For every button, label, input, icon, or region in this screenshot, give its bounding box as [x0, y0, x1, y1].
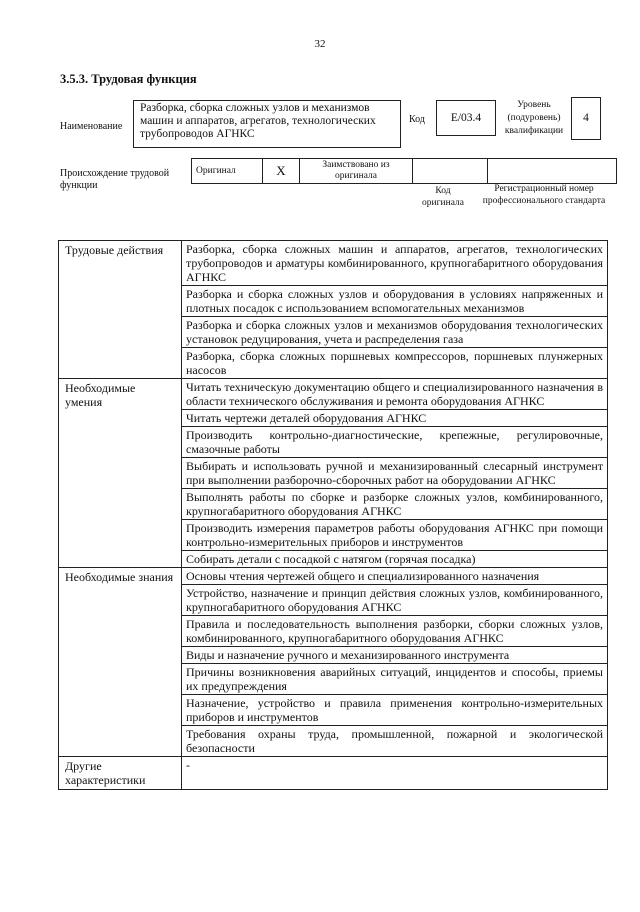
reg-number-label: Регистрационный номер профессионального стандарта [482, 184, 606, 206]
level-label: Уровень (подуровень) квалификации [504, 100, 564, 136]
table-row [59, 241, 608, 286]
original-label: Оригинал [192, 159, 263, 184]
code-original-cell [413, 159, 488, 184]
level-value: 4 [571, 97, 601, 140]
section-item: Собирать детали с посадкой с натягом (горячая посадка) [182, 551, 608, 568]
original-mark: X [263, 159, 300, 184]
section-heading: Необходимые умения [59, 379, 182, 568]
origin-label: Происхождение трудовой функции [60, 168, 170, 191]
reg-number-cell [488, 159, 617, 184]
section-item: Виды и назначение ручного и механизированного инструмента [182, 647, 608, 664]
section-item: Разборка и сборка сложных узлов и механизмов оборудования технологических установок редуцирования, учета и распределения газа [182, 317, 608, 348]
section-item: Разборка и сборка сложных узлов и оборудования в условиях напряженных и плотных посадок с использованием вспомогательных механизмов [182, 286, 608, 317]
section-item: Требования охраны труда, промышленной, пожарной и экологической безопасности [182, 726, 608, 757]
section-item: Выбирать и использовать ручной и механизированный слесарный инструмент при выполнении разборочно-сборочных работ на оборудовании АГНКС [182, 458, 608, 489]
section-item: Выполнять работы по сборке и разборке сложных узлов, комбинированного, крупногабаритного оборудования АГНКС [182, 489, 608, 520]
section-item: - [182, 757, 608, 790]
section-item: Разборка, сборка сложных поршневых компрессоров, поршневых плунжерных насосов [182, 348, 608, 379]
section-item: Назначение, устройство и правила применения контрольно-измерительных приборов и инструментов [182, 695, 608, 726]
section-heading: Другие характеристики [59, 757, 182, 790]
section-title: 3.5.3. Трудовая функция [60, 72, 197, 86]
section-item: Правила и последовательность выполнения разборки, сборки сложных узлов, комбинированного, крупногабаритного оборудования АГНКС [182, 616, 608, 647]
name-label: Наименование [60, 121, 123, 132]
section-item: Разборка, сборка сложных машин и аппаратов, агрегатов, технологических трубопроводов и арматуры комбинированного, крупногабаритного оборудования АГНКС [182, 241, 608, 286]
table-row [59, 568, 608, 585]
code-label: Код [409, 114, 425, 125]
section-heading: Трудовые действия [59, 241, 182, 379]
code-original-label: Код оригинала [422, 186, 464, 208]
section-item: Причины возникновения аварийных ситуаций, инцидентов и способы, приемы их предупреждения [182, 664, 608, 695]
section-item: Производить контрольно-диагностические, крепежные, регулировочные, смазочные работы [182, 427, 608, 458]
section-heading: Необходимые знания [59, 568, 182, 757]
code-value: E/03.4 [436, 100, 496, 136]
table-row [59, 757, 608, 790]
borrowed-label: Заимствовано из оригинала [300, 159, 413, 184]
section-item: Основы чтения чертежей общего и специализированного назначения [182, 568, 608, 585]
section-item: Устройство, назначение и принцип действия сложных узлов, комбинированного, крупногабаритного оборудования АГНКС [182, 585, 608, 616]
page-number: 32 [314, 38, 326, 50]
section-item: Производить измерения параметров работы оборудования АГНКС при помощи контрольно-измерительных приборов и инструментов [182, 520, 608, 551]
labor-function-table [58, 240, 608, 790]
table-row [59, 379, 608, 410]
name-value: Разборка, сборка сложных узлов и механизмов машин и аппаратов, агрегатов, технологических трубопроводов АГНКС [133, 100, 401, 148]
section-item: Читать чертежи деталей оборудования АГНКС [182, 410, 608, 427]
origin-table [191, 158, 617, 184]
section-item: Читать техническую документацию общего и специализированного назначения в области технического обслуживания и ремонта оборудования АГНКС [182, 379, 608, 410]
